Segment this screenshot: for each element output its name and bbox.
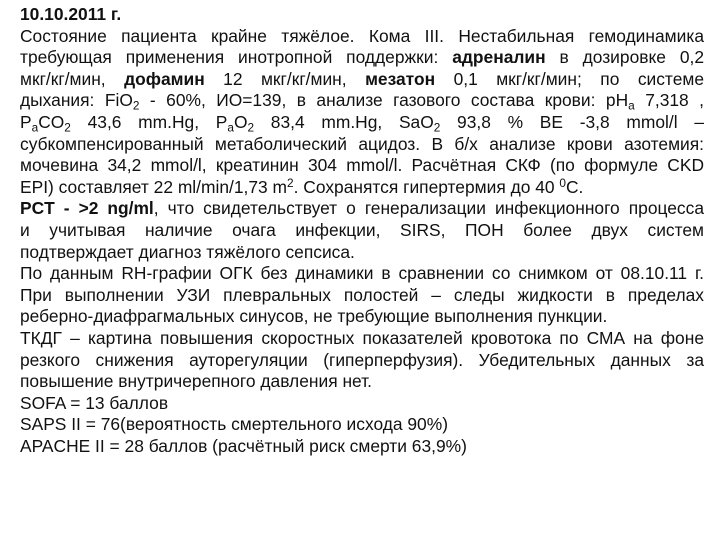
text-line: мочевина 34,2 mmol/l, креатинин 304 mmol/l. Расчётная СКФ (по формуле CKD — [20, 155, 704, 176]
text-line: повышение внутричерепного давления нет. — [20, 371, 373, 392]
text-line: Состояние пациента крайне тяжёлое. Кома III. Нестабильная гемодинамика — [20, 25, 704, 46]
text-line: PCT - >2 ng/ml, что свидетельствует о генерализации инфекционного процесса — [20, 198, 704, 219]
score-apache: APACHE II = 28 баллов (расчётный риск смерти 63,9%) — [20, 435, 467, 456]
score-sofa: SOFA = 13 баллов — [20, 392, 169, 413]
text-line: По данным RH-графии ОГК без динамики в сравнении со снимком от 08.10.11 г. — [20, 263, 704, 284]
text-line: При выполнении УЗИ плевральных полостей – следы жидкости в пределах — [20, 284, 704, 305]
text-line: EPI) составляет 22 ml/min/1,73 $m^2$. Сохранятся гипертермия до 40 $^0$С. — [20, 176, 584, 197]
pct-value: PCT - >2 ng/ml — [20, 198, 154, 219]
text-line: субкомпенсированный метаболический ацидоз. В б/х анализе крови азотемия: — [20, 133, 704, 154]
text-line: реберно-диафрагмальных синусов, не требующие выполнения пункции. — [20, 306, 608, 327]
text-line: требующая применения инотропной поддержки: адреналин в дозировке 0,2 — [20, 47, 704, 68]
paragraph-patient-condition — [20, 26, 704, 199]
score-saps: SAPS II = 76(вероятность смертельного исхода 90%) — [20, 414, 448, 435]
paragraph-tcd — [20, 328, 704, 393]
text-line: ТКДГ – картина повышения скоростных показателей кровотока по СМА на фоне — [20, 327, 704, 348]
drug-mezaton: мезатон — [365, 68, 436, 89]
severity-scores — [20, 393, 704, 458]
document-date-title: 10.10.2011 г. — [20, 4, 122, 24]
text-line: $P_aCO_2$ 43,6 mm.Hg, $P_aO_2$ 83,4 mm.Hg, SaO$_2$ 93,8 % BE -3,8 mmol/l – — [20, 111, 704, 134]
paragraph-imaging — [20, 263, 704, 328]
text-line: и учитывая наличие очага инфекции, SIRS, ПОН более двух систем — [20, 219, 704, 240]
text-line: дыхания: FiO$_2$ - 60%, ИО=139, в анализе газового состава крови: $pH_a$ 7,318 , — [20, 90, 704, 112]
drug-adrenaline: адреналин — [452, 47, 546, 68]
drug-dopamine: дофамин — [124, 68, 205, 89]
text-line: подтверждает диагноз тяжёлого сепсиса. — [20, 241, 355, 262]
text-line: мкг/кг/мин, дофамин 12 мкг/кг/мин, мезатон 0,1 мкг/кг/мин; по системе — [20, 68, 704, 89]
text-line: резкого снижения ауторегуляции (гиперперфузия). Убедительных данных за — [20, 349, 704, 370]
paragraph-pct — [20, 198, 704, 263]
